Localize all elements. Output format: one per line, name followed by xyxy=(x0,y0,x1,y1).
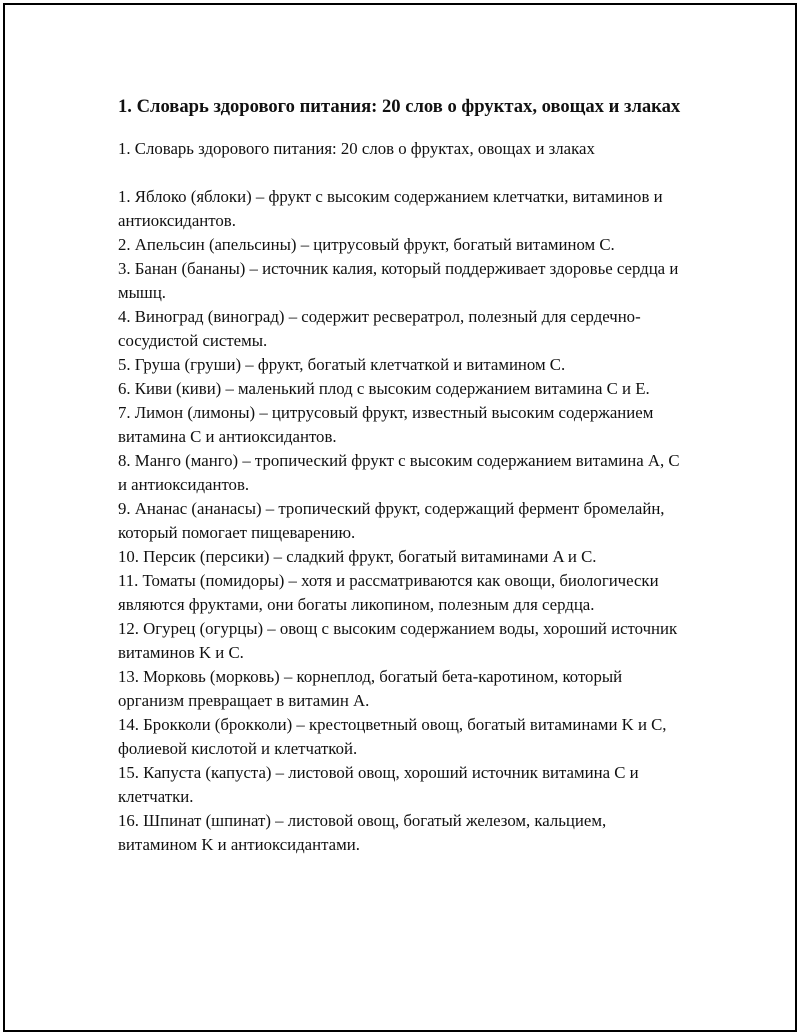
document-body xyxy=(118,94,688,857)
vocabulary-list xyxy=(118,185,688,857)
vocabulary-entry: 11. Томаты (помидоры) – хотя и рассматриваются как овощи, биологически являются фруктами, они богаты ликопином, полезным для сердца. xyxy=(118,571,659,614)
vocabulary-entry: 5. Груша (груши) – фрукт, богатый клетчаткой и витамином C. xyxy=(118,355,566,374)
document-subtitle: 1. Словарь здорового питания: 20 слов о фруктах, овощах и злаках xyxy=(118,139,595,158)
document-title: 1. Словарь здорового питания: 20 слов о фруктах, овощах и злаках xyxy=(118,96,681,117)
vocabulary-entry: 13. Морковь (морковь) – корнеплод, богатый бета-каротином, который организм превращает в витамин A. xyxy=(118,667,623,710)
vocabulary-entry: 3. Банан (бананы) – источник калия, который поддерживает здоровье сердца и мышц. xyxy=(118,259,679,302)
vocabulary-entry: 4. Виноград (виноград) – содержит ресвератрол, полезный для сердечно-сосудистой системы. xyxy=(118,307,641,350)
vocabulary-entry: 15. Капуста (капуста) – листовой овощ, хороший источник витамина C и клетчатки. xyxy=(118,763,639,806)
vocabulary-entry: 6. Киви (киви) – маленький плод с высоким содержанием витамина C и E. xyxy=(118,379,650,398)
vocabulary-entry: 12. Огурец (огурцы) – овощ с высоким содержанием воды, хороший источник витаминов K и C. xyxy=(118,619,678,662)
vocabulary-entry: 7. Лимон (лимоны) – цитрусовый фрукт, известный высоким содержанием витамина C и антиоксидантов. xyxy=(118,403,654,446)
vocabulary-entry: 14. Брокколи (брокколи) – крестоцветный овощ, богатый витаминами K и C, фолиевой кислотой и клетчаткой. xyxy=(118,715,667,758)
vocabulary-entry: 8. Манго (манго) – тропический фрукт с высоким содержанием витамина A, C и антиоксидантов. xyxy=(118,451,680,494)
vocabulary-entry: 10. Персик (персики) – сладкий фрукт, богатый витаминами A и C. xyxy=(118,547,597,566)
vocabulary-entry: 9. Ананас (ананасы) – тропический фрукт, содержащий фермент бромелайн, который помогает пищеварению. xyxy=(118,499,665,542)
vocabulary-entry: 2. Апельсин (апельсины) – цитрусовый фрукт, богатый витамином C. xyxy=(118,235,615,254)
vocabulary-entry: 16. Шпинат (шпинат) – листовой овощ, богатый железом, кальцием, витамином K и антиоксидантами. xyxy=(118,811,607,854)
vocabulary-entry: 1. Яблоко (яблоки) – фрукт с высоким содержанием клетчатки, витаминов и антиоксидантов. xyxy=(118,187,663,230)
